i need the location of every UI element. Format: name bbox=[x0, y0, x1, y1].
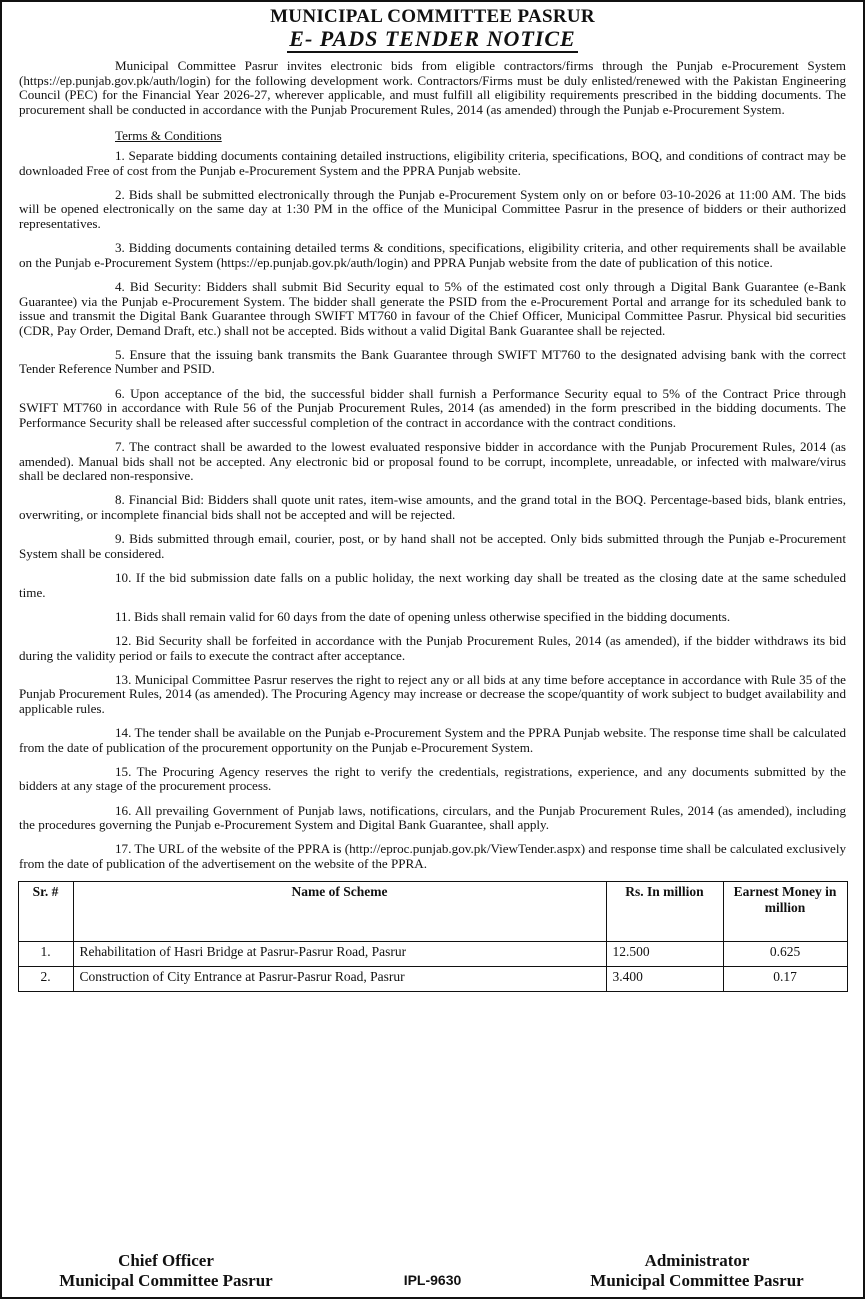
signature-footer bbox=[2, 1251, 863, 1293]
administrator-signature-block bbox=[567, 1251, 827, 1291]
ipl-number: IPL-9630 bbox=[403, 1272, 462, 1288]
chief-officer-title: Chief Officer bbox=[118, 1251, 214, 1270]
cell-cost: 12.500 bbox=[606, 942, 723, 967]
term-7: 7. The contract shall be awarded to the lowest evaluated responsive bidder in accordance with the Punjab Procurement Rules, 2014 (as amended). Manual bids shall not be accepted. Any electronic bid or proposal found to be corrupt, incomplete, unreadable, or infected with malware/virus shall be declared non-responsive. bbox=[19, 439, 846, 484]
notice-header bbox=[2, 2, 863, 53]
cell-sr: 2. bbox=[18, 967, 73, 992]
term-12: 12. Bid Security shall be forfeited in accordance with the Punjab Procurement Rules, 2014 (as amended), if the bidder withdraws its bid during the validity period or fails to execute the contract after acceptance. bbox=[19, 632, 846, 663]
administrator-title: Administrator bbox=[644, 1251, 750, 1270]
intro-paragraph: Municipal Committee Pasrur invites electronic bids from eligible contractors/firms through the Punjab e-Procurement System (https://ep.punjab.gov.pk/auth/login) for the following development work. Contractors/Firms must be duly enlisted/renewed with the Pakistan Engineering Council (PEC) for the Financial Year 2026-27, wherever applicable, and must fulfill all eligibility requirements prescribed in the bidding documents. The procurement shall be conducted in accordance with the Punjab Procurement Rules, 2014 (as amended) through the Punjab e-Procurement System. bbox=[19, 58, 846, 117]
table-row bbox=[18, 967, 847, 992]
term-14: 14. The tender shall be available on the Punjab e-Procurement System and the PPRA Punjab website. The response time shall be calculated from the date of publication of the procurement opportunity on the Punjab e-Procurement System. bbox=[19, 725, 846, 755]
header-cost: Rs. In million bbox=[606, 882, 723, 942]
cell-earnest-money: 0.17 bbox=[723, 967, 847, 992]
cell-earnest-money: 0.625 bbox=[723, 942, 847, 967]
scheme-table bbox=[18, 881, 848, 992]
term-15: 15. The Procuring Agency reserves the right to verify the credentials, registrations, experience, and any documents submitted by the bidders at any stage of the procurement process. bbox=[19, 763, 846, 794]
term-16: 16. All prevailing Government of Punjab laws, notifications, circulars, and the Punjab Procurement Rules, 2014 (as amended), including the procedures governing the Punjab e-Procurement System and Digital Bank Guarantee, shall apply. bbox=[19, 802, 846, 833]
cell-scheme-name: Construction of City Entrance at Pasrur-Pasrur Road, Pasrur bbox=[73, 967, 606, 992]
terms-heading: Terms & Conditions bbox=[115, 128, 222, 144]
administrator-office: Municipal Committee Pasrur bbox=[590, 1271, 804, 1290]
term-9: 9. Bids submitted through email, courier, post, or by hand shall not be accepted. Only bids submitted through the Punjab e-Procurement System shall be considered. bbox=[19, 531, 846, 561]
term-1: 1. Separate bidding documents containing detailed instructions, eligibility criteria, specifications, BOQ, and conditions of contract may be downloaded Free of cost from the Punjab e-Procurement System and the PPRA Punjab website. bbox=[19, 147, 846, 178]
term-11: 11. Bids shall remain valid for 60 days from the date of opening unless otherwise specified in the bidding documents. bbox=[115, 608, 731, 624]
term-10: 10. If the bid submission date falls on a public holiday, the next working day shall be treated as the closing date at the same scheduled time. bbox=[19, 569, 846, 600]
term-17: 17. The URL of the website of the PPRA is (http://eproc.punjab.gov.pk/ViewTender.aspx) and response time shall be calculated exclusively from the date of publication of the advertisement on the website of the PPRA. bbox=[19, 841, 846, 872]
term-13: 13. Municipal Committee Pasrur reserves the right to reject any or all bids at any time before acceptance in accordance with Rule 35 of the Punjab Procurement Rules, 2014 (as amended). The Procuring Agency may increase or decrease the scope/quantity of work subject to budget availability and applicable rules. bbox=[19, 671, 846, 716]
cell-cost: 3.400 bbox=[606, 967, 723, 992]
table-row bbox=[18, 942, 847, 967]
term-6: 6. Upon acceptance of the bid, the successful bidder shall furnish a Performance Security equal to 5% of the Contract Price through SWIFT MT760 in accordance with Rule 56 of the Punjab Procurement Rules, 2014 (as amended) in the form prescribed in the bidding documents. The Performance Security shall be released after successful completion of the contract in accordance with the contract conditions. bbox=[19, 385, 846, 430]
committee-title: MUNICIPAL COMMITTEE PASRUR bbox=[270, 6, 595, 27]
notice-body bbox=[2, 53, 863, 872]
header-earnest-money: Earnest Money in million bbox=[723, 882, 847, 942]
header-scheme-name: Name of Scheme bbox=[73, 882, 606, 942]
header-sr: Sr. # bbox=[18, 882, 73, 942]
term-2: 2. Bids shall be submitted electronically through the Punjab e-Procurement System only on or before 03-10-2026 at 11:00 AM. The bids will be opened electronically on the same day at 1:30 PM in the office of the Municipal Committee Pasrur in the presence of bidders or their authorized representatives. bbox=[19, 186, 846, 231]
term-4: 4. Bid Security: Bidders shall submit Bid Security equal to 5% of the estimated cost only through a Digital Bank Guarantee (e-Bank Guarantee) via the Punjab e-Procurement System. The bidder shall generate the PSID from the e-Procurement Portal and arrange for its scheduled bank to issue and transmit the Digital Bank Guarantee through SWIFT MT760 in favour of the Chief Officer, Municipal Committee Pasrur. Physical bid securities (CDR, Pay Order, Demand Draft, etc.) shall not be accepted. Bids without a valid Digital Bank Guarantee shall be rejected. bbox=[19, 278, 846, 338]
notice-title: E- PADS TENDER NOTICE bbox=[289, 26, 576, 51]
term-5: 5. Ensure that the issuing bank transmits the Bank Guarantee through SWIFT MT760 to the designated advising bank with the correct Tender Reference Number and PSID. bbox=[19, 346, 846, 377]
table-header-row bbox=[18, 882, 847, 942]
cell-scheme-name: Rehabilitation of Hasri Bridge at Pasrur-Pasrur Road, Pasrur bbox=[73, 942, 606, 967]
term-8: 8. Financial Bid: Bidders shall quote unit rates, item-wise amounts, and the grand total in the BOQ. Percentage-based bids, blank entries, overwriting, or incomplete financial bids shall not be accepted and will be rejected. bbox=[19, 492, 846, 522]
chief-officer-office: Municipal Committee Pasrur bbox=[59, 1271, 273, 1290]
term-3: 3. Bidding documents containing detailed terms & conditions, specifications, eligibility criteria, and other requirements shall be available on the Punjab e-Procurement System (https://ep.punjab.gov.pk/auth/login) and PPRA Punjab website from the date of publication of this notice. bbox=[19, 240, 846, 270]
cell-sr: 1. bbox=[18, 942, 73, 967]
